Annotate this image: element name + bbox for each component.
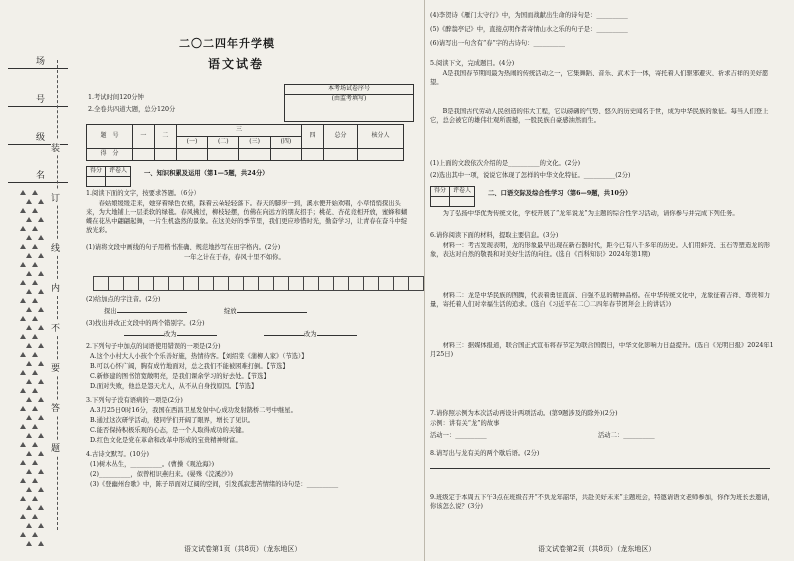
binding-triangle: [32, 532, 38, 537]
binding-triangle: [38, 271, 44, 276]
binding-triangle: [32, 244, 38, 249]
binding-triangle: [20, 460, 26, 465]
binding-triangle: [26, 271, 32, 276]
grid-cell[interactable]: [393, 276, 409, 291]
binding-triangle: [32, 388, 38, 393]
grader-label: 得分: [431, 187, 450, 197]
question-title: 5.阅读下文，完成题目。(4分): [430, 60, 515, 67]
question-item[interactable]: (5)《醉翁亭记》中，直接点明作者寄情山水之乐的句子是：__________: [430, 26, 628, 33]
question-passage: A是我国春节期间最为热闹的传统活动之一，它集舞蹈、音乐、武术于一体，寄托着人们驱邪避灾、祈求吉祥的美好愿望。: [430, 70, 769, 86]
binding-triangle: [26, 469, 32, 474]
binding-triangle: [20, 190, 26, 195]
grid-cell[interactable]: [213, 276, 229, 291]
grid-cell[interactable]: [288, 276, 304, 291]
binding-field-label: 号: [36, 95, 46, 105]
question-title: 6.请你阅读下面的材料，提取主要信息。(3分): [430, 232, 559, 239]
question-title: 9.班级定于本周五下午3点在班级召开“不负龙年韶华，共赴美好未来”主题班会，特邀请语文老师参加，你作为班长去邀请，你该怎么说？(3分): [430, 494, 774, 510]
binding-triangle: [26, 397, 32, 402]
binding-triangle: [32, 442, 38, 447]
question-item[interactable]: (3)《登幽州台歌》中，陈子昂面对辽阔的空间，引发孤寂悲苦情绪的诗句是：__________: [90, 481, 339, 488]
grid-cell[interactable]: [408, 276, 424, 291]
right-page: [428, 0, 778, 561]
answer-option[interactable]: A.这个小村大人小孩个个乐善好施，热情待客。【刘绍棠《蒲柳人家》（节选）】: [90, 353, 308, 360]
binding-triangle: [26, 487, 32, 492]
binding-triangle: [20, 334, 26, 339]
score-subheader: (三): [239, 137, 270, 149]
grid-cell[interactable]: [153, 276, 169, 291]
binding-triangle: [32, 424, 38, 429]
binding-triangle: [32, 460, 38, 465]
binding-triangle: [26, 379, 32, 384]
score-cell[interactable]: [208, 149, 239, 161]
grader-cell[interactable]: [87, 177, 106, 187]
binding-triangle: [26, 451, 32, 456]
exam-title: 二〇二四年升学模: [179, 37, 275, 50]
answer-blank[interactable]: [224, 308, 307, 317]
binding-word: 内: [51, 280, 60, 295]
question-example: 示例：讲有关“龙”的故事: [430, 420, 500, 427]
grid-caption: 一年之计在于春，春风十里不如你。: [184, 254, 285, 261]
material-text: 材料三：据媒体报道，联合国正式宣布将春节定为联合国假日，中华文化影响力日益提升。(选自《光明日报》2024年1月25日): [430, 342, 774, 358]
page-footer: 语文试卷第2页（共8页）（龙东地区）: [538, 545, 656, 554]
exam-number-sub: (由监考填写): [331, 94, 367, 102]
answer-blank[interactable]: 活动二：__________: [598, 432, 655, 439]
answer-option[interactable]: C.能否保持积极乐观的心态，是一个人取得成功的关键。: [90, 427, 248, 434]
binding-field-label: 级: [36, 133, 46, 143]
score-cell[interactable]: [154, 149, 176, 161]
writing-grid[interactable]: [94, 276, 424, 291]
binding-triangle: [20, 406, 26, 411]
binding-triangle: [38, 451, 44, 456]
binding-triangle: [32, 496, 38, 501]
binding-triangle: [20, 298, 26, 303]
material-text: 材料二：龙是中华民族的图腾，代表着勇往直前、自强不息的精神品格。在中华传统文化中，龙象征着吉祥、尊贵和力量，寄托着人们对幸福生活的追求。(选自《习近平在二〇二四年春节团拜会上的讲话》): [430, 292, 771, 308]
blank-label: 改为: [164, 331, 177, 338]
binding-field-label: 名: [36, 171, 46, 181]
binding-triangle: [32, 370, 38, 375]
grid-cell[interactable]: [348, 276, 364, 291]
binding-triangle: [20, 532, 26, 537]
grid-cell[interactable]: [363, 276, 379, 291]
binding-triangle: [26, 325, 32, 330]
answer-option[interactable]: B.可以心怀广阔，胸有成竹地面对，总之我们不能被困难打倒。【节选】: [90, 363, 289, 370]
binding-triangle: [20, 388, 26, 393]
binding-triangle: [32, 262, 38, 267]
grid-cell[interactable]: [198, 276, 214, 291]
score-cell[interactable]: [324, 149, 358, 161]
binding-triangle: [32, 226, 38, 231]
binding-triangle: [20, 262, 26, 267]
grid-cell[interactable]: [108, 276, 124, 291]
exam-note: 1.考试时间120分钟: [88, 94, 144, 101]
question-item: (1)请将文段中画线的句子用楷书准确、规范地抄写在田字格内。(2分): [86, 244, 281, 251]
binding-triangle: [26, 343, 32, 348]
answer-option[interactable]: D.面对失败，他总是怨天尤人，从不从自身找原因。【节选】: [90, 383, 258, 390]
grader-box: [86, 166, 131, 187]
binding-triangle: [38, 433, 44, 438]
blank-label: 改为: [304, 331, 317, 338]
binding-triangle: [38, 523, 44, 528]
question-item[interactable]: (4)李贺诗《雁门太守行》中，为国而战献出生命的诗句是：__________: [430, 12, 628, 19]
binding-triangle: [38, 379, 44, 384]
score-subheader: (一): [176, 137, 207, 149]
grader-box: [430, 186, 475, 207]
left-page: [84, 0, 420, 561]
grid-cell[interactable]: [138, 276, 154, 291]
binding-triangle: [20, 496, 26, 501]
answer-option[interactable]: B.通过这次研学活动，使同学们开阔了眼界，增长了见识。: [90, 417, 255, 424]
grid-cell[interactable]: [243, 276, 259, 291]
binding-triangle: [32, 334, 38, 339]
answer-blank[interactable]: [104, 308, 187, 317]
binding-triangle: [20, 442, 26, 447]
score-cell[interactable]: [239, 149, 270, 161]
question-passage: B是我国古代劳动人民创造的伟大工程，它以磅礴的气势、悠久的历史闻名于世，成为中华民族的象征。每当人们登上它，总会被它的雄伟壮观所震撼，一股民族自豪感油然而生。: [430, 108, 769, 124]
question-item: (2)给加点的字注音。(2分): [86, 296, 161, 303]
grader-cell[interactable]: [450, 197, 475, 207]
score-cell[interactable]: [132, 149, 154, 161]
score-subheader: (四): [270, 137, 301, 149]
binding-field-label: 场: [36, 57, 46, 67]
question-title: 8.请写出与龙有关的两个歇后语。(2分): [430, 450, 540, 457]
binding-triangle: [20, 352, 26, 357]
answer-line[interactable]: [430, 464, 770, 473]
binding-triangle: [20, 478, 26, 483]
answer-option[interactable]: C.新修建的图书馆宽敞明亮，是我们课余学习的好去处。【节选】: [90, 373, 270, 380]
binding-triangle: [26, 289, 32, 294]
question-item[interactable]: (2)__________，似曾相识燕归来。(晏殊《浣溪沙》): [90, 471, 233, 478]
binding-triangle: [20, 370, 26, 375]
binding-triangle: [38, 415, 44, 420]
grid-cell[interactable]: [168, 276, 184, 291]
score-header: 一: [132, 125, 154, 149]
score-cell[interactable]: [302, 149, 324, 161]
grid-cell[interactable]: [318, 276, 334, 291]
binding-triangle: [38, 235, 44, 240]
section-heading: 一、知识积累及运用（第1—5题，共24分）: [144, 170, 269, 177]
question-title: 2.下列句子中加点的词语使用错误的一项是(2分): [86, 343, 221, 350]
exam-note: 2.全卷共四道大题，总分120分: [88, 106, 176, 113]
binding-triangle: [20, 424, 26, 429]
binding-word: 要: [51, 360, 60, 375]
binding-triangle: [26, 217, 32, 222]
binding-word: 答: [51, 400, 60, 415]
grader-cell[interactable]: [431, 197, 450, 207]
question-passage: 春姑娘缓缓走来，她穿着绿色衣裙，踩着云朵轻轻落下。春天的脚步一到，溪水便开始欢唱，小草悄悄探出头来，为大地铺上一层柔软的绿毯。春风拂过，柳枝轻摆，仿佛在向远方的朋友招手；桃花、杏花竞相开放，蜜蜂和蝴蝶在花丛中翩翩起舞，一片生机盎然的景象。在这美好的季节里，我们更应珍惜时光，勤奋学习，让青春在奋斗中绽放光彩。: [86, 200, 408, 234]
binding-triangle: [38, 505, 44, 510]
exam-number-box[interactable]: [284, 84, 414, 122]
binding-triangle: [38, 289, 44, 294]
blank-label: 探出: [104, 308, 117, 315]
binding-field-number[interactable]: [8, 92, 68, 107]
question-item[interactable]: (6)请写出一句含有“春”字的古诗句：__________: [430, 40, 565, 47]
binding-triangle: [26, 361, 32, 366]
binding-triangle: [26, 253, 32, 258]
answer-option[interactable]: A.3月25日0时16分，我国在西昌卫星发射中心成功发射鹊桥二号中继星。: [90, 407, 297, 414]
binding-triangle: [32, 190, 38, 195]
material-text: 材料一：考古发现表明，龙的形象最早出现在新石器时代，距今已有八千多年的历史。人们用蚌壳、玉石等塑造龙的形象，表达对自然的敬畏和对美好生活的向往。(选自《百科知识》2024年第1期): [430, 242, 771, 258]
binding-triangle: [32, 406, 38, 411]
binding-dashed-line: [57, 60, 58, 530]
grid-cell[interactable]: [228, 276, 244, 291]
question-item: (3)找出并改正文段中的两个错别字。(2分): [86, 320, 205, 327]
binding-triangle: [20, 244, 26, 249]
binding-word: 装: [51, 140, 60, 155]
binding-triangle: [38, 343, 44, 348]
binding-triangle: [38, 307, 44, 312]
binding-triangle: [26, 523, 32, 528]
binding-triangle: [32, 514, 38, 519]
score-header: 题 号: [87, 125, 133, 149]
binding-triangle: [20, 514, 26, 519]
score-header: 二: [154, 125, 176, 149]
grader-label: 得分: [87, 167, 106, 177]
grader-label: 评卷人: [106, 167, 131, 177]
binding-triangle: [26, 415, 32, 420]
binding-field-venue[interactable]: [8, 54, 68, 69]
binding-triangle: [32, 298, 38, 303]
answer-blank[interactable]: 活动一：__________: [430, 432, 487, 439]
question-item[interactable]: (2)选出其中一项，说说它体现了怎样的中华文化特征。__________(2分): [430, 172, 631, 179]
binding-triangle: [38, 361, 44, 366]
binding-word: 线: [51, 240, 60, 255]
score-header: 四: [302, 125, 324, 149]
question-title: 4.古诗文默写。(10分): [86, 451, 150, 458]
grader-cell[interactable]: [106, 177, 131, 187]
score-cell[interactable]: [270, 149, 301, 161]
binding-triangle: [38, 541, 44, 546]
binding-triangle: [32, 280, 38, 285]
binding-triangle: [26, 199, 32, 204]
binding-triangle: [26, 235, 32, 240]
score-header: 核分人: [357, 125, 403, 149]
answer-blank[interactable]: [124, 331, 217, 340]
binding-triangle: [20, 208, 26, 213]
question-item[interactable]: (1)树木丛生，__________。(曹操《观沧海》): [90, 461, 215, 468]
score-table: [86, 124, 404, 161]
binding-triangle: [32, 208, 38, 213]
grid-cell[interactable]: [258, 276, 274, 291]
binding-word: 订: [51, 190, 60, 205]
binding-triangle: [26, 307, 32, 312]
binding-triangle: [20, 226, 26, 231]
score-header: 三: [176, 125, 301, 137]
binding-triangle: [38, 217, 44, 222]
binding-triangle: [20, 280, 26, 285]
binding-triangle: [38, 199, 44, 204]
question-title: 7.请你照示例为本次活动再设计两项活动。(第9题涉及的除外)(2分): [430, 410, 618, 417]
section-heading: 二、口语交际及综合性学习（第6—9题，共10分）: [488, 190, 632, 197]
question-item[interactable]: (1)上面的文段依次介绍的是__________的文化。(2分): [430, 160, 581, 167]
question-title: 1.阅读下面的文字，按要求答题。（6分）: [86, 190, 200, 197]
answer-blank[interactable]: [264, 331, 357, 340]
grid-cell[interactable]: [273, 276, 289, 291]
binding-triangle: [26, 541, 32, 546]
score-row-label: 得 分: [87, 149, 133, 161]
grid-cell[interactable]: [378, 276, 394, 291]
grid-cell[interactable]: [123, 276, 139, 291]
score-cell[interactable]: [357, 149, 403, 161]
exam-number-label: 本考场试卷序号: [285, 85, 413, 95]
grid-cell[interactable]: [93, 276, 109, 291]
binding-triangle: [38, 397, 44, 402]
binding-triangle: [38, 253, 44, 258]
grader-label: 评卷人: [450, 187, 475, 197]
grid-cell[interactable]: [303, 276, 319, 291]
score-header: 总分: [324, 125, 358, 149]
binding-triangle: [26, 433, 32, 438]
binding-triangle: [32, 316, 38, 321]
answer-option[interactable]: D.红色文化是党在革命和改革中形成的宝贵精神财富。: [90, 437, 242, 444]
binding-triangle: [38, 325, 44, 330]
binding-triangle: [38, 487, 44, 492]
score-cell[interactable]: [176, 149, 207, 161]
section-intro: 为了弘扬中华优秀传统文化，学校开展了“龙年说龙”为主题的综合性学习活动，请你参与并完成下列任务。: [430, 210, 739, 217]
binding-triangle: [32, 352, 38, 357]
exam-subject: 语文试卷: [208, 57, 265, 71]
binding-triangle: [32, 478, 38, 483]
binding-triangle: [26, 505, 32, 510]
binding-word: 题: [51, 440, 60, 455]
score-subheader: (二): [208, 137, 239, 149]
binding-triangle: [20, 316, 26, 321]
grid-cell[interactable]: [183, 276, 199, 291]
page-footer: 语文试卷第1页（共8页）（龙东地区）: [184, 545, 302, 554]
blank-label: 绽放: [224, 308, 237, 315]
grid-cell[interactable]: [333, 276, 349, 291]
binding-field-name[interactable]: [8, 168, 68, 183]
binding-word: 不: [51, 320, 60, 335]
page-fold: [424, 0, 425, 561]
binding-triangle: [38, 469, 44, 474]
question-title: 3.下列句子没有语病的一项是(2分): [86, 397, 183, 404]
